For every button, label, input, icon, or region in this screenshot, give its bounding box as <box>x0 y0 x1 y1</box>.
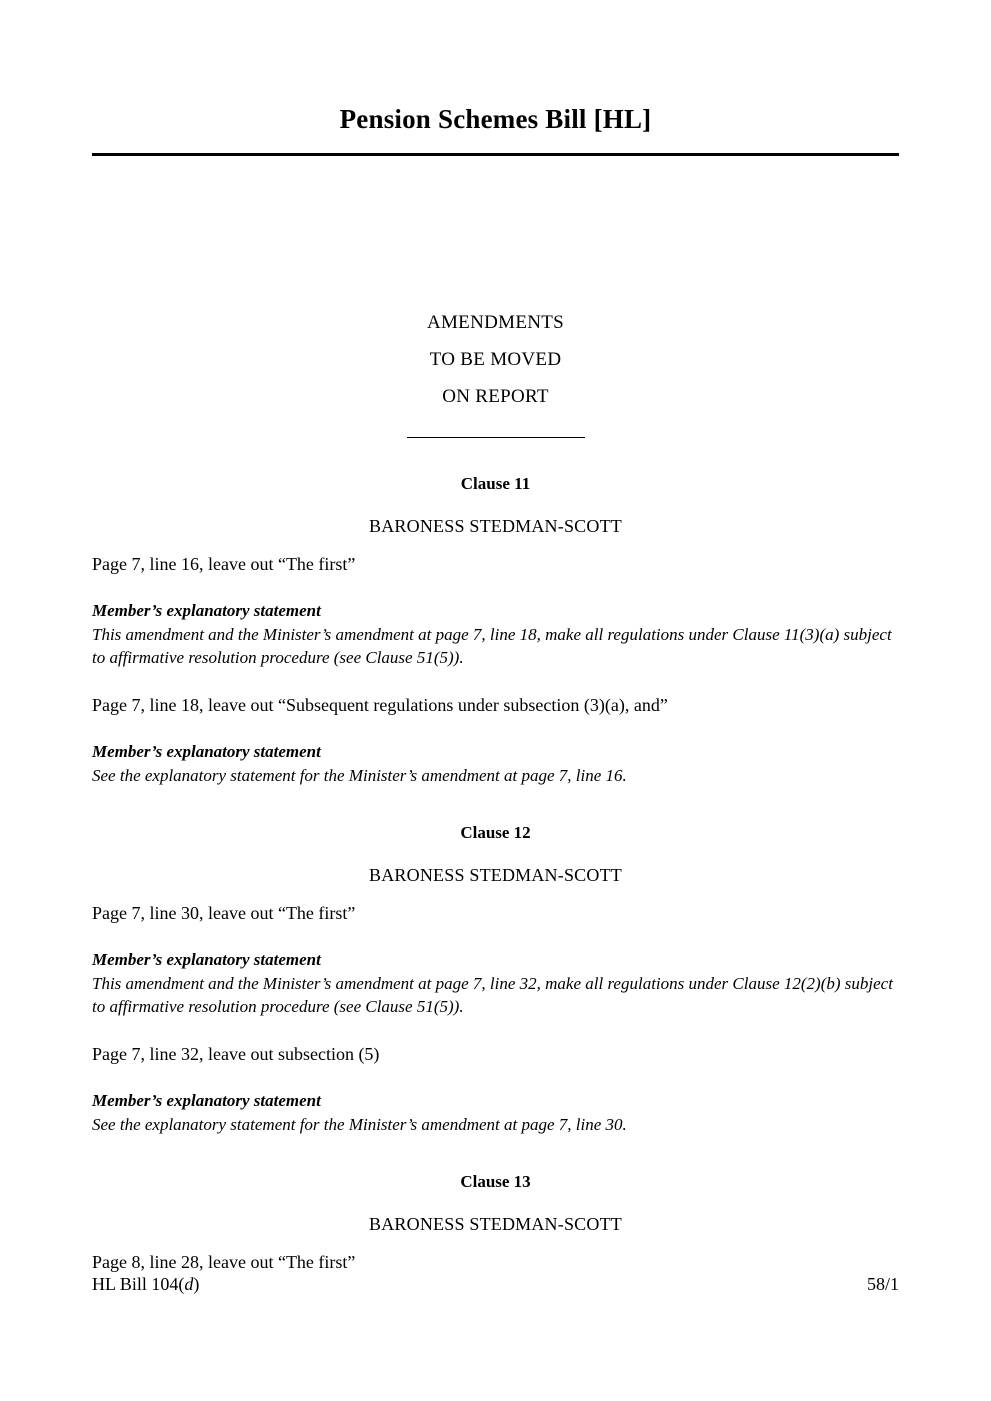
heading-line-1: AMENDMENTS <box>426 312 565 333</box>
amendment-text: Page 7, line 18, leave out “Subsequent regulations under subsection (3)(a), and” <box>92 695 668 715</box>
explanatory-statement-label: Member’s explanatory statement <box>92 601 321 620</box>
clause-section-13 <box>92 1172 899 1273</box>
amendment-text: Page 8, line 28, leave out “The first” <box>92 1252 356 1272</box>
explanatory-statement-body: See the explanatory statement for the Minister’s amendment at page 7, line 30. <box>92 1115 627 1134</box>
explanatory-statement-body: This amendment and the Minister’s amendment at page 7, line 18, make all regulations under Clause 11(3)(a) subject to affirmative resolution procedure (see Clause 51(5)). <box>92 625 892 667</box>
clause-section-12 <box>92 823 899 1136</box>
heading-line-3: ON REPORT <box>442 386 549 407</box>
title-divider <box>92 153 899 156</box>
explanatory-statement-label: Member’s explanatory statement <box>92 950 321 969</box>
explanatory-statement-label: Member’s explanatory statement <box>92 742 321 761</box>
clause-section-11 <box>92 474 899 787</box>
bill-reference <box>92 1274 199 1295</box>
amendment-text: Page 7, line 30, leave out “The first” <box>92 903 356 923</box>
amendment-text: Page 7, line 32, leave out subsection (5) <box>92 1044 380 1064</box>
member-name: BARONESS STEDMAN-SCOTT <box>369 516 622 536</box>
amendments-heading <box>92 304 899 438</box>
heading-line-2: TO BE MOVED <box>429 349 562 370</box>
bill-reference-close: ) <box>193 1274 200 1294</box>
explanatory-statement-body: See the explanatory statement for the Minister’s amendment at page 7, line 16. <box>92 766 627 785</box>
bill-reference-letter: d <box>184 1274 194 1294</box>
clause-heading: Clause 12 <box>460 823 531 842</box>
explanatory-statement-label: Member’s explanatory statement <box>92 1091 321 1110</box>
amendment-text: Page 7, line 16, leave out “The first” <box>92 554 356 574</box>
explanatory-statement-body: This amendment and the Minister’s amendment at page 7, line 32, make all regulations under Clause 12(2)(b) subject to affirmative resolution procedure (see Clause 51(5)). <box>92 974 893 1016</box>
clause-heading: Clause 11 <box>460 474 531 493</box>
page-number: 58/1 <box>866 1274 899 1294</box>
page-title: Pension Schemes Bill [HL] <box>339 104 652 134</box>
heading-divider <box>407 437 585 438</box>
member-name: BARONESS STEDMAN-SCOTT <box>369 865 622 885</box>
member-name: BARONESS STEDMAN-SCOTT <box>369 1214 622 1234</box>
clause-heading: Clause 13 <box>460 1172 531 1191</box>
bill-reference-prefix: HL Bill 104( <box>92 1274 185 1294</box>
page-footer <box>92 1274 899 1295</box>
